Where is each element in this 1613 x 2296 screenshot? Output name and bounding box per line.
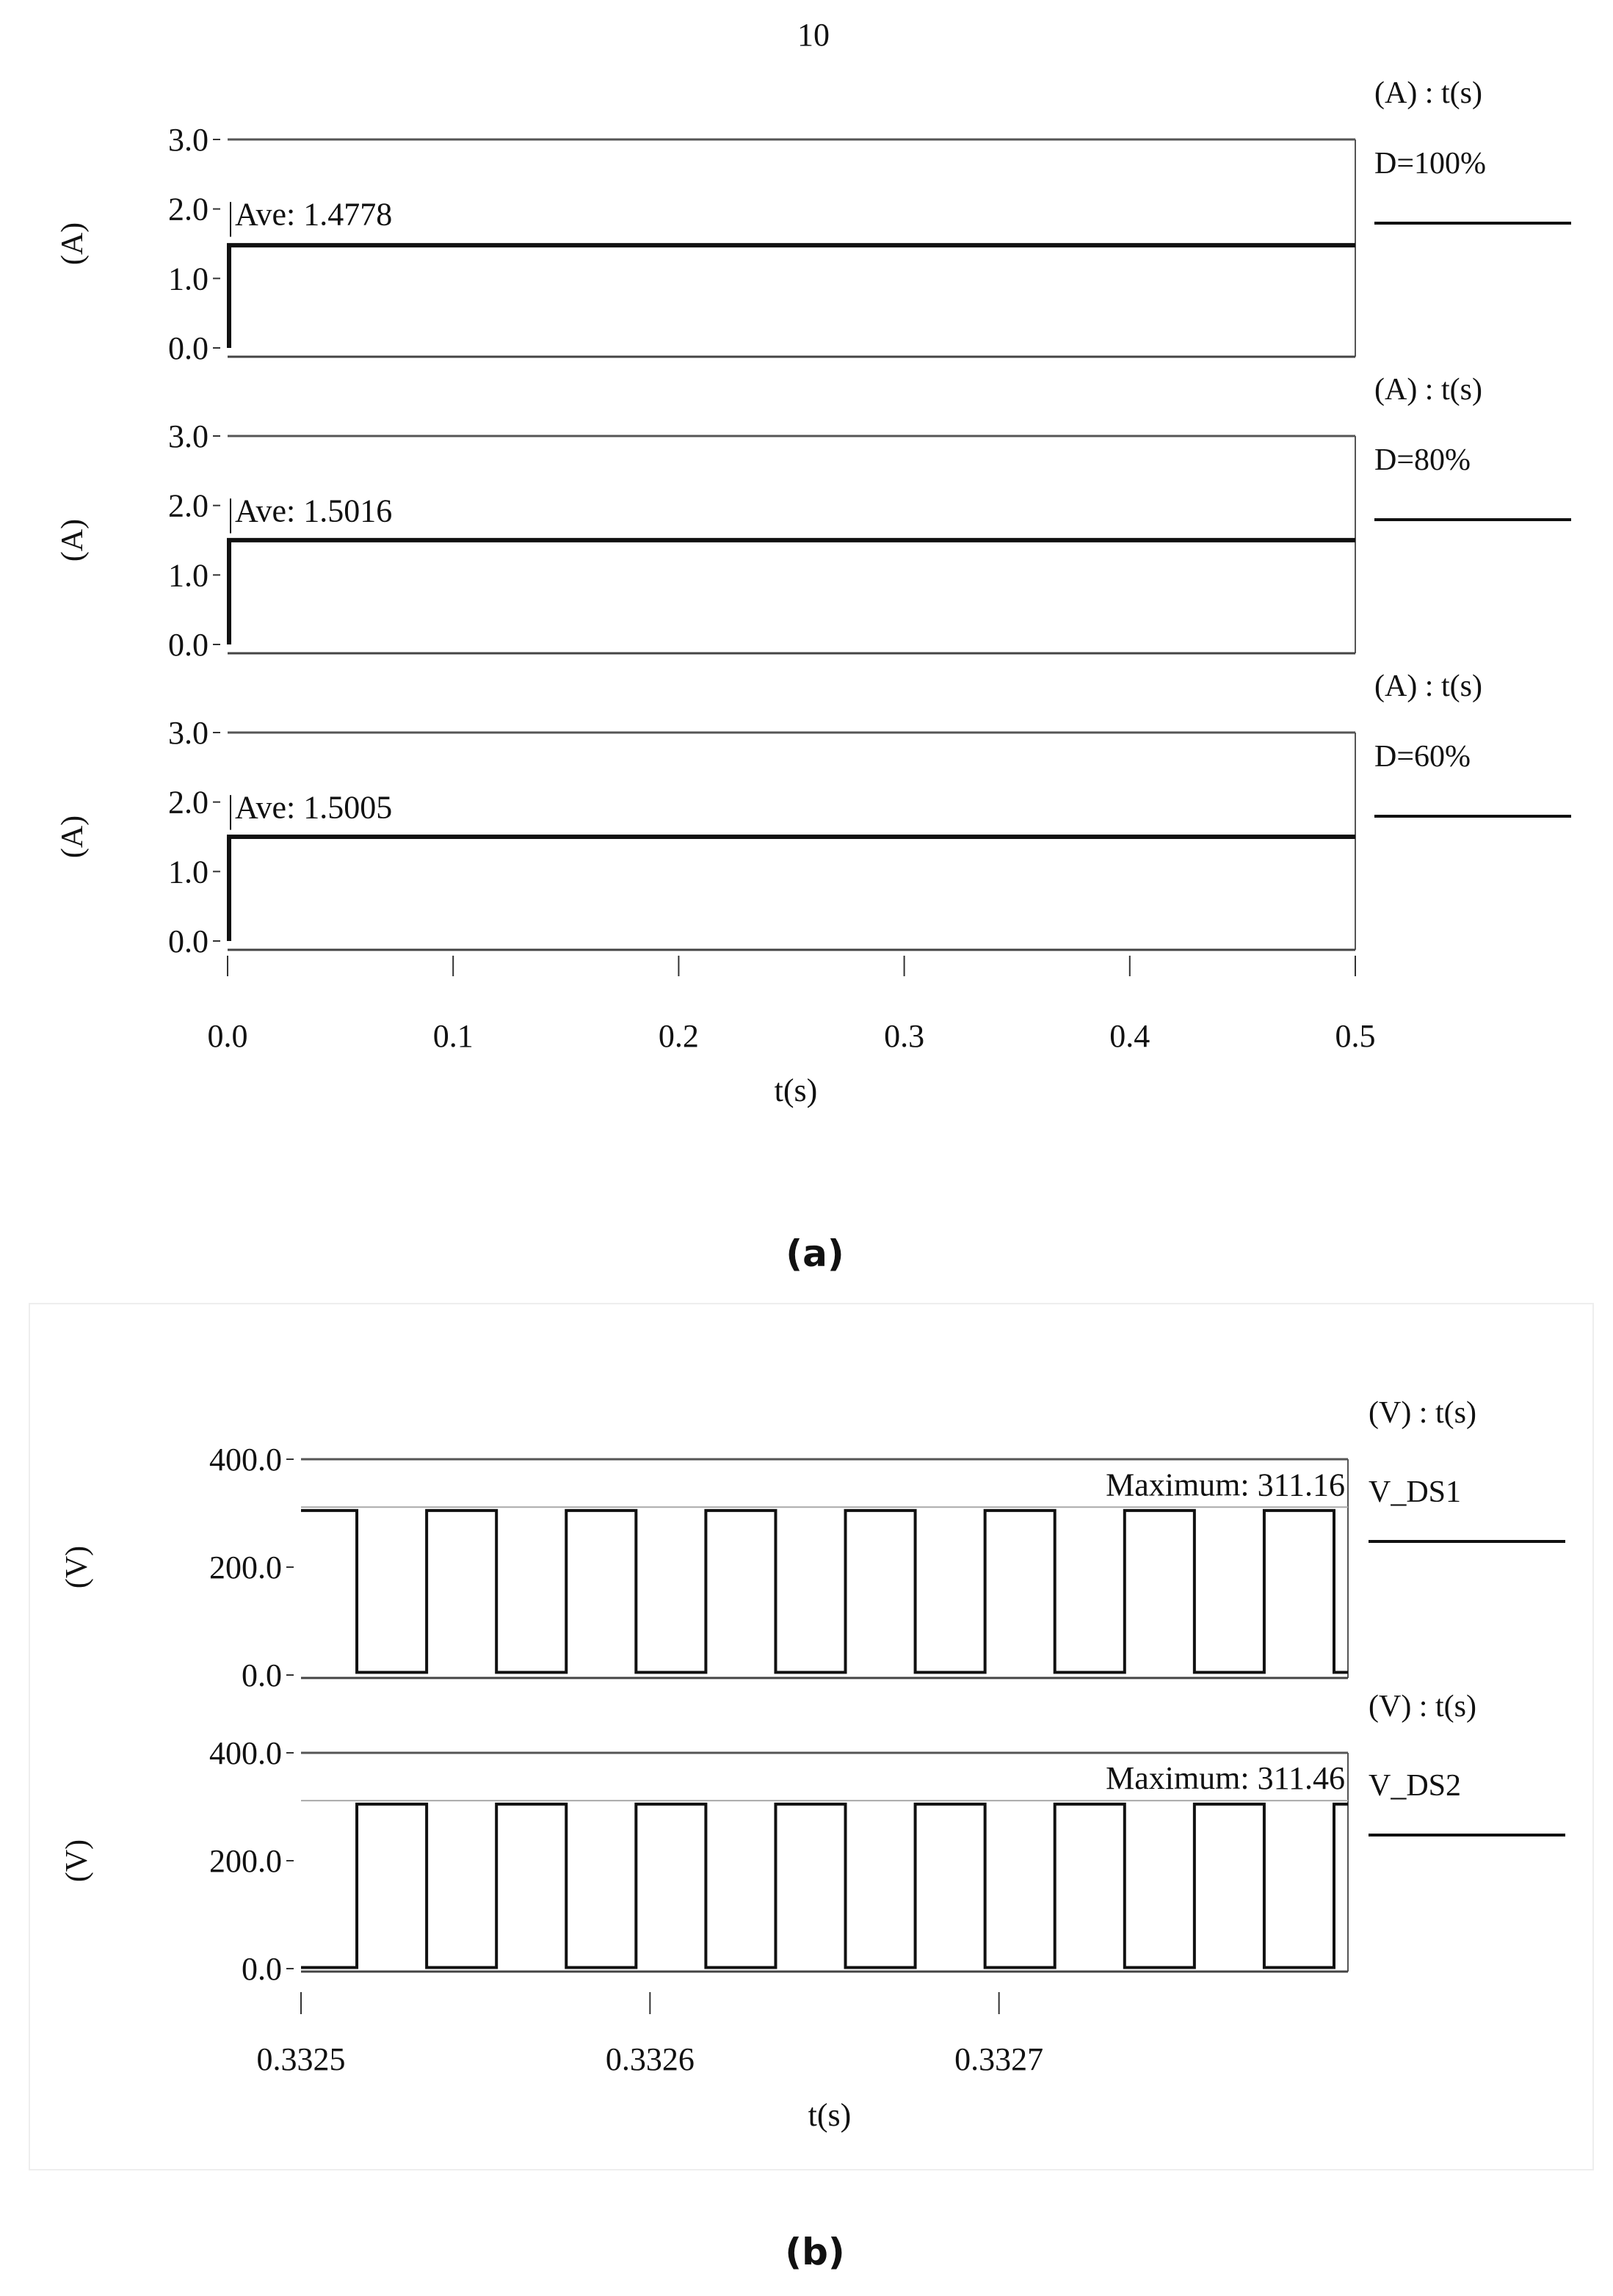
legend-header: (A) : t(s) [1374, 669, 1482, 703]
legend-header: (V) : t(s) [1369, 1396, 1476, 1430]
legend-label: V_DS2 [1369, 1769, 1462, 1803]
y-tick-label: 0.0 [168, 330, 209, 366]
series-line [229, 540, 1355, 644]
caption-b: (b) [785, 2231, 845, 2273]
series-line-v-ds2 [301, 1804, 1348, 1968]
maximum-annotation: Maximum: 311.16 [1106, 1467, 1345, 1503]
x-tick-label: 0.2 [658, 1018, 699, 1054]
x-tick-label: 0.4 [1109, 1018, 1150, 1054]
x-tick-label: 0.1 [432, 1018, 474, 1054]
y-tick-label: 0.0 [242, 1951, 282, 1987]
caption-a: (a) [786, 1232, 844, 1275]
series-line-v-ds1 [301, 1511, 1348, 1673]
y-tick-label: 200.0 [209, 1550, 282, 1585]
y-tick-label: 2.0 [168, 784, 209, 821]
legend-label: V_DS1 [1369, 1475, 1462, 1509]
y-axis-label: (V) [60, 1839, 94, 1883]
series-line [229, 837, 1355, 941]
page-number: 10 [797, 17, 830, 53]
y-axis-label: (A) [56, 815, 90, 859]
x-tick-label: 0.5 [1335, 1018, 1376, 1054]
x-tick-label: 0.3327 [954, 2041, 1044, 2077]
legend-header: (A) : t(s) [1374, 373, 1482, 407]
legend-header: (A) : t(s) [1374, 76, 1482, 110]
y-tick-label: 3.0 [168, 715, 209, 751]
panel-a [56, 76, 1571, 1108]
y-tick-label: 400.0 [209, 1735, 282, 1771]
y-tick-label: 2.0 [168, 487, 209, 524]
y-tick-label: 400.0 [209, 1442, 282, 1478]
y-axis-label: (A) [56, 222, 90, 266]
legend-label: D=80% [1374, 443, 1471, 477]
x-tick-label: 0.3326 [605, 2041, 695, 2077]
y-tick-label: 2.0 [168, 191, 209, 228]
legend-header: (V) : t(s) [1369, 1690, 1476, 1723]
x-tick-label: 0.3 [884, 1018, 925, 1054]
panel-b [60, 1396, 1565, 2133]
y-tick-label: 1.0 [168, 854, 209, 890]
x-axis-label: t(s) [808, 2097, 852, 2133]
y-tick-label: 1.0 [168, 557, 209, 594]
x-axis-label: t(s) [774, 1072, 818, 1108]
average-annotation: Ave: 1.4778 [235, 196, 393, 233]
x-tick-label: 0.3325 [256, 2041, 346, 2077]
y-tick-label: 0.0 [168, 627, 209, 663]
y-tick-label: 1.0 [168, 261, 209, 297]
x-tick-label: 0.0 [207, 1018, 248, 1054]
y-tick-label: 0.0 [242, 1657, 282, 1693]
legend-label: D=100% [1374, 147, 1487, 181]
average-annotation: Ave: 1.5016 [235, 493, 393, 529]
y-tick-label: 0.0 [168, 923, 209, 959]
y-tick-label: 200.0 [209, 1843, 282, 1879]
average-annotation: Ave: 1.5005 [235, 789, 393, 826]
legend-label: D=60% [1374, 740, 1471, 774]
series-line [229, 245, 1355, 348]
y-tick-label: 3.0 [168, 122, 209, 158]
y-axis-label: (A) [56, 518, 90, 562]
y-axis-label: (V) [60, 1545, 94, 1589]
y-tick-label: 3.0 [168, 418, 209, 454]
maximum-annotation: Maximum: 311.46 [1106, 1760, 1345, 1797]
